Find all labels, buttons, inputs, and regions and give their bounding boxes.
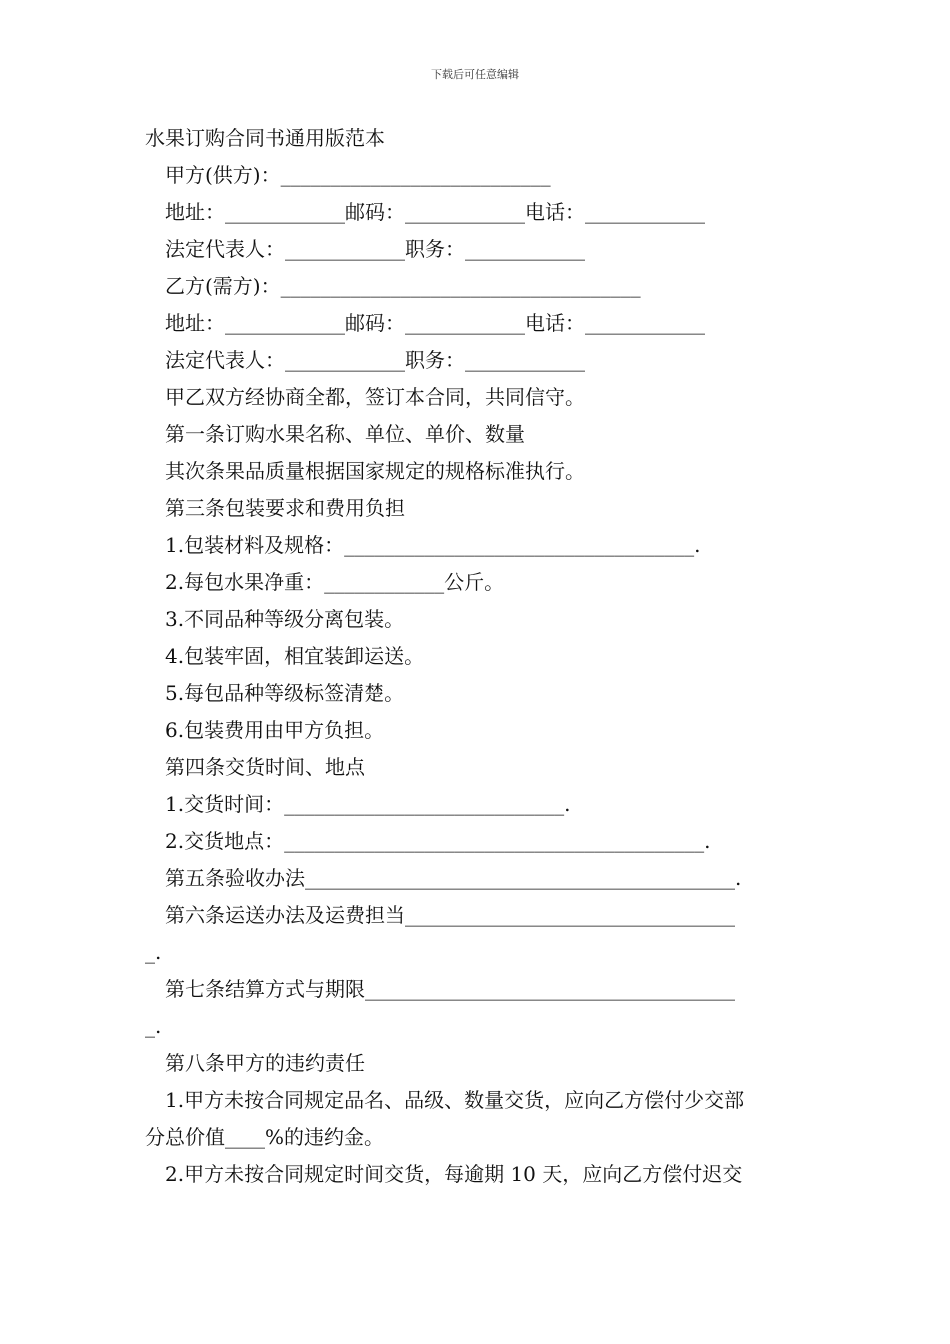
- party-b-representative-line: 法定代表人：____________职务：____________: [165, 348, 585, 372]
- party-a-address-line: 地址：____________邮码：____________电话：____________: [165, 200, 705, 224]
- article-6-line: 第六条运送办法及运费担当_________________________________: [165, 903, 735, 927]
- party-a-representative-line: 法定代表人：____________职务：____________: [165, 237, 585, 261]
- article-3-heading: 第三条包装要求和费用负担: [165, 496, 405, 520]
- article-8-item-1-continuation: 分总价值____%的违约金。: [145, 1125, 385, 1149]
- article-8-heading: 第八条甲方的违约责任: [165, 1051, 365, 1075]
- contract-body: [145, 120, 810, 1193]
- article-8-item-1: 1.甲方未按合同规定品名、品级、数量交货，应向乙方偿付少交部: [165, 1088, 745, 1112]
- article-4-heading: 第四条交货时间、地点: [165, 755, 365, 779]
- article-3-item-3: 3.不同品种等级分离包装。: [165, 607, 405, 631]
- article-3-item-6: 6.包装费用由甲方负担。: [165, 718, 385, 742]
- article-5-line: 第五条验收办法___________________________________________.: [165, 866, 742, 890]
- article-3-item-5: 5.每包品种等级标签清楚。: [165, 681, 405, 705]
- article-7-line: 第七条结算方式与期限_____________________________________: [165, 977, 735, 1001]
- article-1-heading: 第一条订购水果名称、单位、单价、数量: [165, 422, 525, 446]
- party-a-field: 甲方(供方)：___________________________: [165, 163, 551, 187]
- article-4-item-1: 1.交货时间：____________________________.: [165, 792, 571, 816]
- party-b-address-line: 地址：____________邮码：____________电话：____________: [165, 311, 705, 335]
- article-8-item-2: 2.甲方未按合同规定时间交货，每逾期 10 天，应向乙方偿付迟交: [165, 1162, 743, 1186]
- article-3-item-4: 4.包装牢固，相宜装卸运送。: [165, 644, 425, 668]
- article-4-item-2: 2.交货地点：__________________________________________.: [165, 829, 711, 853]
- agreement-statement: 甲乙双方经协商全都，签订本合同，共同信守。: [165, 385, 585, 409]
- article-6-continuation: _.: [145, 940, 162, 964]
- party-b-field: 乙方(需方)：____________________________________: [165, 274, 641, 298]
- article-7-continuation: _.: [145, 1014, 162, 1038]
- page-header-note: 下载后可任意编辑: [431, 68, 519, 81]
- article-2-text: 其次条果品质量根据国家规定的规格标准执行。: [165, 459, 585, 483]
- article-3-item-1: 1.包装材料及规格：___________________________________.: [165, 533, 701, 557]
- article-3-item-2: 2.每包水果净重：____________公斤。: [165, 570, 505, 594]
- document-title: 水果订购合同书通用版范本: [145, 126, 385, 150]
